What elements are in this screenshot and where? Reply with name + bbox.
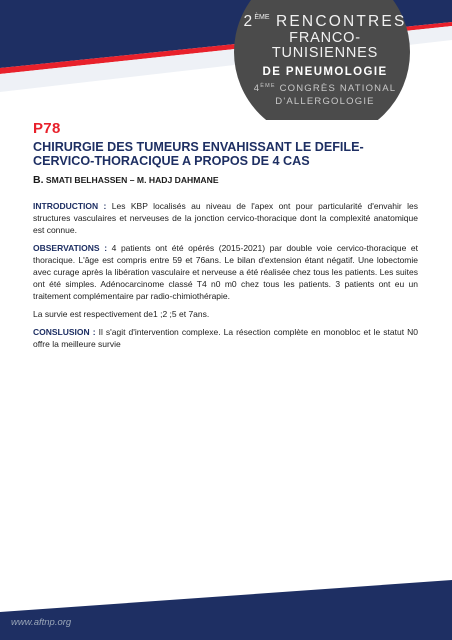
event-title: [240, 14, 410, 107]
introduction-label: INTRODUCTION :: [33, 201, 107, 211]
abstract-body: [33, 200, 418, 356]
observations-paragraph: OBSERVATIONS : 4 patients ont été opérés (2015-2021) par double voie cervico-thoracique et thoracique. L'âge est compris entre 59 et 76ans. Le bilan d'extension étant négatif. Une lobectomie avec curage après la libération vasculaire et nerveuse a été réalisée chez tous les patients. Les suites ont été simples. Adénocarcinome classé T4 n0 m0 chez tous les patients. 3 patients ont eu un traitement complémentaire par radio-chimiothérapie.: [33, 243, 418, 301]
conclusion-label: CONSLUSION :: [33, 327, 96, 337]
introduction-paragraph: INTRODUCTION : Les KBP localisés au niveau de l'apex ont pour particularité d'envahir les structures vasculaires et nerveuses de la jonction cervico-thoracique dont la complexité anatomique est connue.: [33, 201, 418, 235]
event-line-1: 2ÈME RENCONTRES: [243, 13, 407, 30]
poster-code: P78: [33, 120, 61, 137]
poster-authors: B. SMATI BELHASSEN – M. HADJ DAHMANE: [33, 174, 219, 186]
event-line-5: D'ALLERGOLOGIE: [275, 95, 375, 107]
event-line-2: FRANCO-TUNISIENNES: [271, 30, 379, 62]
conclusion-paragraph: CONSLUSION : Il s'agit d'intervention complexe. La résection complète en monobloc et le statut N0 offre la meilleure survie: [33, 327, 418, 349]
survival-paragraph: La survie est respectivement de1 ;2 ;5 et 7ans.: [33, 309, 210, 319]
website-link[interactable]: www.aftnp.org: [11, 617, 72, 628]
observations-label: OBSERVATIONS :: [33, 243, 108, 253]
poster-title: CHIRURGIE DES TUMEURS ENVAHISSANT LE DEFILE-CERVICO-THORACIQUE A PROPOS DE 4 CAS: [33, 140, 364, 168]
event-line-3: DE PNEUMOLOGIE: [262, 65, 388, 78]
footer-navy-band: [0, 580, 452, 640]
event-line-4: 4ÈME CONGRÈS NATIONAL: [253, 82, 397, 94]
footer-band: [0, 580, 452, 640]
